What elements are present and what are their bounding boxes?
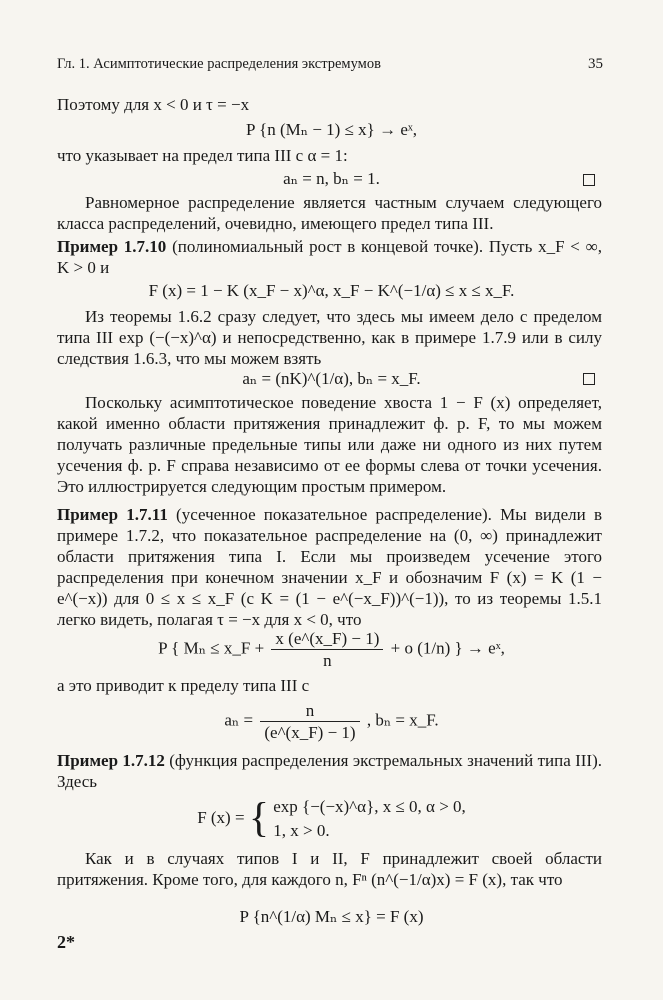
equation-6 xyxy=(0,700,663,743)
qed-box xyxy=(583,174,595,186)
example-1-7-10 xyxy=(57,236,602,278)
example-text: (полиномиальный рост в концевой точке). Пусть x_F < ∞, K > 0 и xyxy=(57,237,603,277)
line-limit: а это приводит к пределу типа III с xyxy=(57,676,310,695)
example-1-7-12 xyxy=(57,750,602,792)
paragraph-uniform: Равномерное распределение является частным случаем следующего класса распределений, очевидно, имеющего предел типа III. xyxy=(57,193,602,233)
numerator: n xyxy=(260,700,359,722)
cases xyxy=(273,795,466,843)
eq5-left: P { Mₙ ≤ x_F + xyxy=(158,638,265,658)
case-2: 1, x > 0. xyxy=(273,821,330,840)
paragraph-asymptotic: Поскольку асимптотическое поведение хвоста 1 − F (x) определяет, какой именно области притяжения принадлежит ф. р. F, то мы можем получать различные предельные типы или даже ни одного из них путем усечения ф. р. F справа независимо от ее формы слева от точки усечения. Это иллюстрируется следующим простым примером. xyxy=(57,393,602,496)
paragraph-theorem: Из теоремы 1.6.2 сразу следует, что здесь мы имеем дело с пределом типа III exp (−(−x)^α) и непосредственно, как в примере 1.7.9 или в силу следствия 1.6.3, что мы можем взять xyxy=(57,307,602,368)
line-intro: Поэтому для x < 0 и τ = −x xyxy=(57,95,250,114)
example-label: Пример 1.7.10 xyxy=(57,237,167,256)
example-1-7-11 xyxy=(57,504,602,630)
denominator: (e^(x_F) − 1) xyxy=(264,723,356,742)
equation-3: F (x) = 1 − K (x_F − x)^α, x_F − K^(−1/α) ≤ x ≤ x_F. xyxy=(148,281,515,300)
denominator: n xyxy=(323,651,332,670)
example-text: (функция распределения экстремальных значений типа III). Здесь xyxy=(57,751,602,791)
eq7-left: F (x) = xyxy=(197,807,245,827)
qed-box xyxy=(583,373,595,385)
fraction xyxy=(271,628,383,671)
example-label: Пример 1.7.12 xyxy=(57,751,165,770)
equation-4: aₙ = (nK)^(1/α), bₙ = x_F. xyxy=(242,369,421,388)
page-number: 35 xyxy=(588,56,603,72)
equation-5 xyxy=(0,628,663,671)
fraction xyxy=(260,700,359,743)
left-brace: { xyxy=(248,795,269,842)
case-1: exp {−(−x)^α}, x ≤ 0, α > 0, xyxy=(273,797,466,816)
equation-8: P {n^(1/α) Mₙ ≤ x} = F (x) xyxy=(239,907,424,926)
equation-2: aₙ = n, bₙ = 1. xyxy=(283,169,380,188)
equation-1: P {n (Mₙ − 1) ≤ x} → eˣ, xyxy=(245,120,418,139)
signature-mark: 2* xyxy=(57,932,75,952)
equation-7 xyxy=(0,795,663,843)
line-type-iii: что указывает на предел типа III с α = 1: xyxy=(57,146,348,165)
eq6-left: aₙ = xyxy=(224,710,254,730)
running-header xyxy=(57,54,603,78)
eq6-right: , bₙ = x_F. xyxy=(366,710,439,730)
example-label: Пример 1.7.11 xyxy=(57,505,168,524)
example-text: (усеченное показательное распределение). Мы видели в примере 1.7.2, что показательное распределение на (0, ∞) принадлежит области притяжения типа I. Если мы произведем усечение этого распределения при конечном значении x_F и обозначим F (x) = K (1 − e^(−x)) для 0 ≤ x ≤ x_F (с K = (1 − e^(−x_F))^(−1)), то из теоремы 1.5.1 легко видеть, полагая τ = −x для x < 0, что xyxy=(57,505,602,629)
eq5-right: + o (1/n) } → eˣ, xyxy=(390,638,505,658)
numerator: x (e^(x_F) − 1) xyxy=(271,628,383,650)
paragraph-conclusion: Как и в случаях типов I и II, F принадлежит своей области притяжения. Кроме того, для каждого n, Fⁿ (n^(−1/α)x) = F (x), так что xyxy=(57,849,602,889)
chapter-title: Гл. 1. Асимптотические распределения экстремумов xyxy=(57,56,381,72)
